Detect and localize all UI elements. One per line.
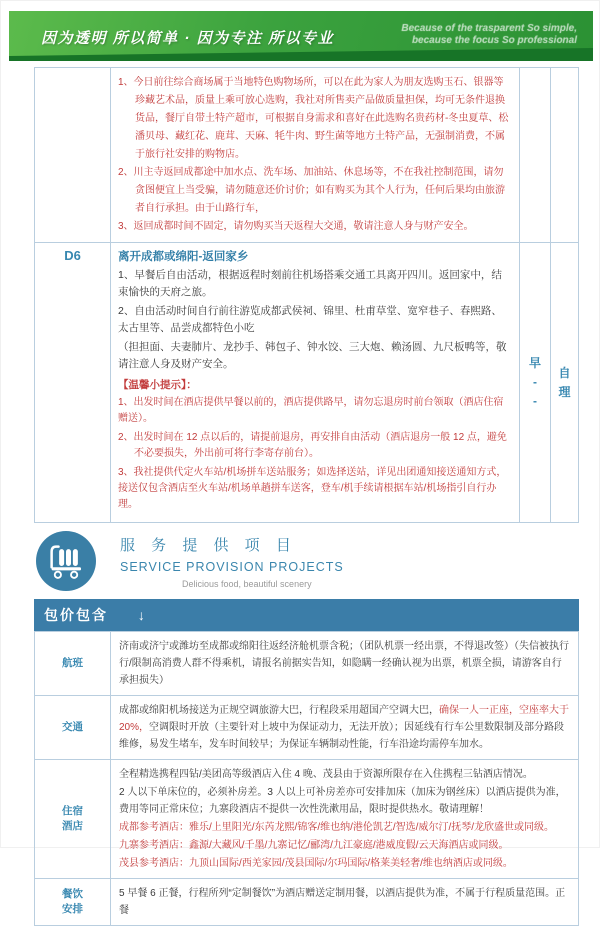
- stay-char: 自: [558, 365, 571, 380]
- hotel-reference-chengdu: 成都参考酒店：雅乐/上里阳光/东芮龙熙/锦客/维也纳/港伦凯艺/智选/威尔汀/抚琴/龙欣盛世或同级。: [119, 822, 555, 833]
- tip-item: 1、出发时间在酒店提供早餐以前的，酒店提供路早，请勿忘退房时前台领取（酒店住宿赠送）。: [118, 397, 504, 424]
- flight-content-cell: [111, 632, 579, 696]
- transport-text-highlight: 确保一人一正座，空座率大于 20%，: [119, 705, 569, 733]
- note-item: 3、返回成都时间不固定，请勿购买当天返程大交通，敬请注意人身与财产安全。: [118, 221, 474, 232]
- d6-paragraph: （担担面、夫妻肺片、龙抄手、韩包子、钟水饺、三大炮、赖汤圆、九尺板鸭等，敬请注意人身及财产安全。: [118, 341, 507, 370]
- flight-row: [35, 632, 579, 696]
- note-item: 2、川主寺返回成都途中加水点、洗车场、加油站、休息场等，不在我社控制范围，请勿贪图便宜上当受骗，请勿随意还价讨价；如有购买为其个人行为，任何后果均由旅游者自行承担。由于山路行车，: [118, 167, 505, 214]
- hotel-content-cell: [111, 760, 579, 879]
- tips-title: 【温馨小提示】：: [118, 379, 197, 391]
- service-titles: [120, 534, 344, 589]
- hotel-reference-jiuzhai: 九寨参考酒店：鑫源/大藏风/千墨/九寨记忆/郦湾/九江豪庭/港威度假/云天海酒店或同级。: [119, 840, 509, 851]
- hotel-paragraph: 全程精选携程四钻/美团高等级酒店入住 4 晚、茂县由于资源所限存在入住携程三钻酒店情况。: [119, 769, 533, 780]
- day-cell: [35, 243, 111, 523]
- d6-paragraph: 2、自由活动时间自行前往游览成都武侯祠、锦里、杜甫草堂、宽窄巷子、春熙路、太古里等、品尝成都特色小吃: [118, 305, 502, 334]
- document-body: [34, 67, 579, 926]
- banner-slogan-cn: 因为透明 所以简单 · 因为专注 所以专业: [41, 30, 335, 47]
- service-section: [34, 523, 579, 599]
- transport-row: [35, 696, 579, 760]
- luggage-cart-icon: [36, 531, 96, 591]
- hotel-reference-maoxian: 茂县参考酒店：九顶山国际/西羌家园/茂县国际/尔玛国际/格莱美轻奢/维也纳酒店或同级。: [119, 858, 513, 869]
- flight-label: 航班: [62, 657, 83, 669]
- meals-label-line2: 安排: [62, 903, 83, 915]
- package-table: [34, 631, 579, 926]
- meal-char: -: [533, 394, 537, 408]
- tip-item: 2、出发时间在 12 点以后的，请提前退房，再安排自由活动（酒店退房一般 12 点，避免不必要损失，外出前可将行李寄存前台）。: [118, 432, 507, 459]
- meals-row: [35, 879, 579, 926]
- transport-text: [119, 702, 570, 753]
- transport-content-cell: [111, 696, 579, 760]
- meal-char: -: [533, 375, 537, 389]
- day-cell-empty: [35, 68, 111, 243]
- d6-row: [35, 243, 579, 523]
- itinerary-table: [34, 67, 579, 523]
- service-title-en: SERVICE PROVISION PROJECTS: [120, 559, 344, 574]
- meal-char: 早: [528, 356, 541, 370]
- day-label: D6: [64, 248, 81, 263]
- banner-slogan-en-line1: Because of the trasparent So simple,: [401, 23, 577, 34]
- service-title-cn: 服 务 提 供 项 目: [120, 536, 297, 554]
- d6-content-cell: [111, 243, 520, 523]
- shopping-notes-row: [35, 68, 579, 243]
- note-item: 1、今日前往综合商场属于当地特色购物场所，可以在此为家人为朋友选购玉石、银器等珍藏艺术品，质量上乘可放心选购，我社对所售卖产品做质量担保，均可无条件退换货品，餐厅自带土特产超市，可根据自身需求和喜好在此选购名贵药材-冬虫夏草、松潘贝母、藏红花、鹿茸、天麻、牦牛肉、野生菌等地方土特产品，无强制消费，不属于旅行社安排的购物店。: [118, 77, 509, 160]
- stay-cell-empty: [551, 68, 579, 243]
- d6-paragraph: 1、早餐后自由活动，根据返程时刻前往机场搭乘交通工具离开四川。返回家中，结束愉快的天府之旅。: [118, 269, 502, 298]
- flight-label-cell: [35, 632, 111, 696]
- hotel-row: [35, 760, 579, 879]
- shopping-notes-cell: [111, 68, 520, 243]
- banner-bottom-strip: [9, 48, 593, 61]
- flight-text: 济南或济宁或潍坊至成都或绵阳往返经济舱机票含税；（团队机票一经出票，不得退改签）（失信被执行行/限制高消费人群不得乘机，请报名前据实告知，如隐瞒一经确认视为出票，机票全损，请游客自行承担损失）: [119, 641, 569, 686]
- package-header-banner: [34, 599, 579, 631]
- stay-char: 理: [558, 384, 571, 399]
- package-header-label: 包价包含: [44, 607, 108, 623]
- meals-label-cell: [35, 879, 111, 926]
- transport-text-after: 空调限时开放（主要针对上坡中为保证动力，无法开放）；因延线有行车公里数限制及部分路段维修，易发生堵车，发车时间较早；为保证车辆制动性能，行车沿途均需停车加水。: [119, 722, 565, 750]
- banner-slogan-en: [401, 23, 577, 47]
- meals-text: 5 早餐 6 正餐，行程所列“定制餐饮”为酒店赠送定制用餐，以酒店提供为准，不属于行程质量范围。正餐: [119, 888, 566, 916]
- stay-column: [551, 243, 579, 523]
- banner-slogan-en-line2: because the focus So professional: [411, 35, 577, 46]
- meal-cell-empty: [520, 68, 551, 243]
- meals-label-line1: 餐饮: [62, 888, 83, 900]
- transport-label-cell: [35, 696, 111, 760]
- meals-content-cell: [111, 879, 579, 926]
- service-subtitle: Delicious food, beautiful scenery: [182, 578, 312, 589]
- tip-item: 3、我社提供代定火车站/机场拼车送站服务；如选择送站，详见出团通知接送通知方式，接送仅包含酒店至火车站/机场单趟拼车送客，登车/机手续请根据车站/机场指引自行办理。: [118, 467, 507, 510]
- d6-title: 离开成都或绵阳-返回家乡: [118, 251, 249, 263]
- hotel-label-line2: 酒店: [62, 820, 83, 832]
- hotel-label-cell: [35, 760, 111, 879]
- hotel-paragraph: 2 人以下单床位的，必须补房差。3 人以上可补房差亦可安排加床（加床为钢丝床）以酒店提供为准，费用等同正常床位；九寨段酒店不提供一次性洗漱用品，限时提供热水。敬请理解！: [119, 787, 566, 815]
- transport-label: 交通: [62, 721, 83, 733]
- meal-column: [520, 243, 551, 523]
- transport-text-before: 成都或绵阳机场接送为正规空调旅游大巴，行程段采用超国产空调大巴，: [119, 705, 439, 716]
- down-arrow-icon: ↓: [137, 607, 145, 623]
- hotel-label-line1: 住宿: [62, 805, 83, 817]
- top-banner: [9, 11, 593, 61]
